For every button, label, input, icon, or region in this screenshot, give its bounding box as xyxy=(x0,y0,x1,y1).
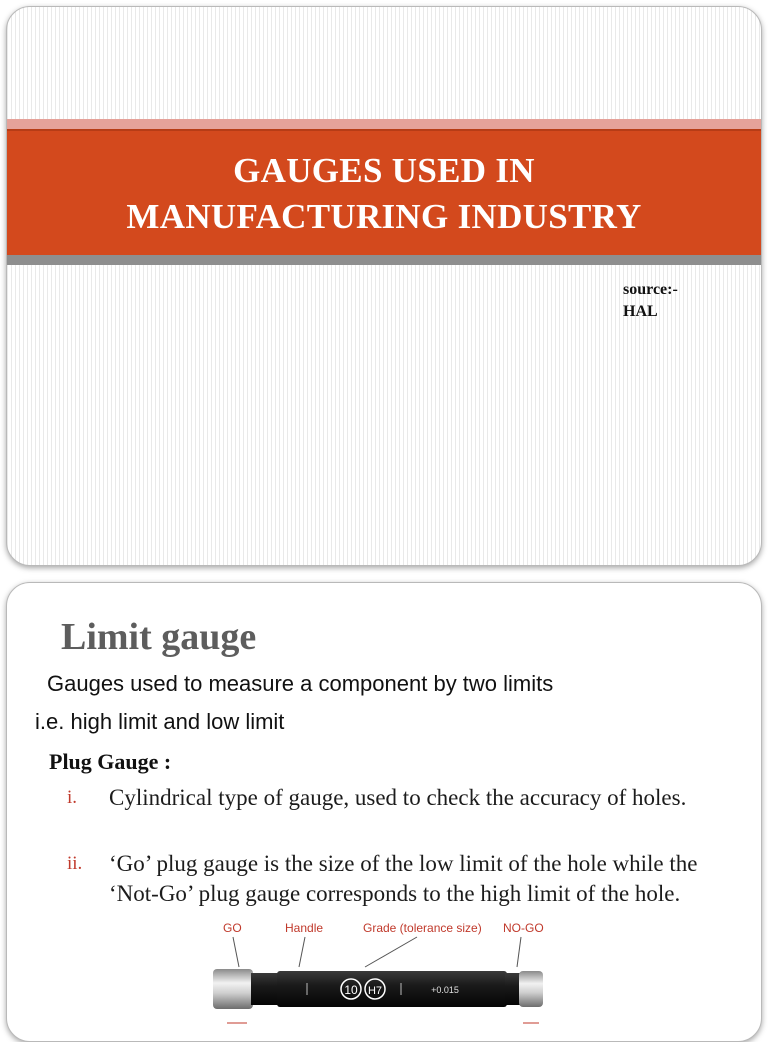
go-collar xyxy=(251,973,279,1005)
leader-line-handle xyxy=(299,937,305,967)
leader-line-go xyxy=(233,937,239,967)
slide-title-line-2: MANUFACTURING INDUSTRY xyxy=(126,197,642,236)
title-slide xyxy=(6,6,762,566)
marking-size: 10 xyxy=(344,983,358,997)
list-text: ‘Go’ plug gauge is the size of the low limit of the hole while the ‘Not-Go’ plug gauge corresponds to the high limit of the hole. xyxy=(109,851,698,906)
list-item xyxy=(67,849,707,909)
list-number: i. xyxy=(67,787,78,808)
marking-tolerance: +0.015 xyxy=(431,985,459,995)
label-nogo: NO-GO xyxy=(503,921,544,935)
title-band xyxy=(7,129,761,257)
plug-gauge-drawing xyxy=(187,911,557,1031)
marking-grade: H7 xyxy=(367,985,383,997)
paragraph-2: i.e. high limit and low limit xyxy=(35,709,285,734)
paragraph-1: Gauges used to measure a component by two limits xyxy=(47,671,554,696)
leader-line-grade xyxy=(365,937,417,967)
source-value: HAL xyxy=(623,303,658,320)
nogo-collar xyxy=(505,973,521,1005)
title-band-top xyxy=(7,119,761,129)
plug-gauge-figure xyxy=(187,911,557,1031)
label-go: GO xyxy=(223,921,242,935)
list-number: ii. xyxy=(67,853,83,874)
nogo-end xyxy=(519,971,543,1007)
list-text: Cylindrical type of gauge, used to check the accuracy of holes. xyxy=(109,785,687,810)
go-end xyxy=(213,969,253,1009)
title-band-bottom xyxy=(7,255,761,265)
content-slide xyxy=(6,582,762,1042)
source-text xyxy=(623,279,678,323)
label-handle: Handle xyxy=(285,921,324,935)
source-label: source:- xyxy=(623,281,678,298)
label-grade: Grade (tolerance size) xyxy=(363,921,482,935)
leader-line-nogo xyxy=(517,937,521,967)
slide-heading: Limit gauge xyxy=(61,616,257,658)
handle-body xyxy=(277,971,507,1007)
list-item xyxy=(67,783,707,813)
plug-gauge-heading: Plug Gauge : xyxy=(49,749,172,774)
slide-title-line-1: GAUGES USED IN xyxy=(233,151,535,190)
